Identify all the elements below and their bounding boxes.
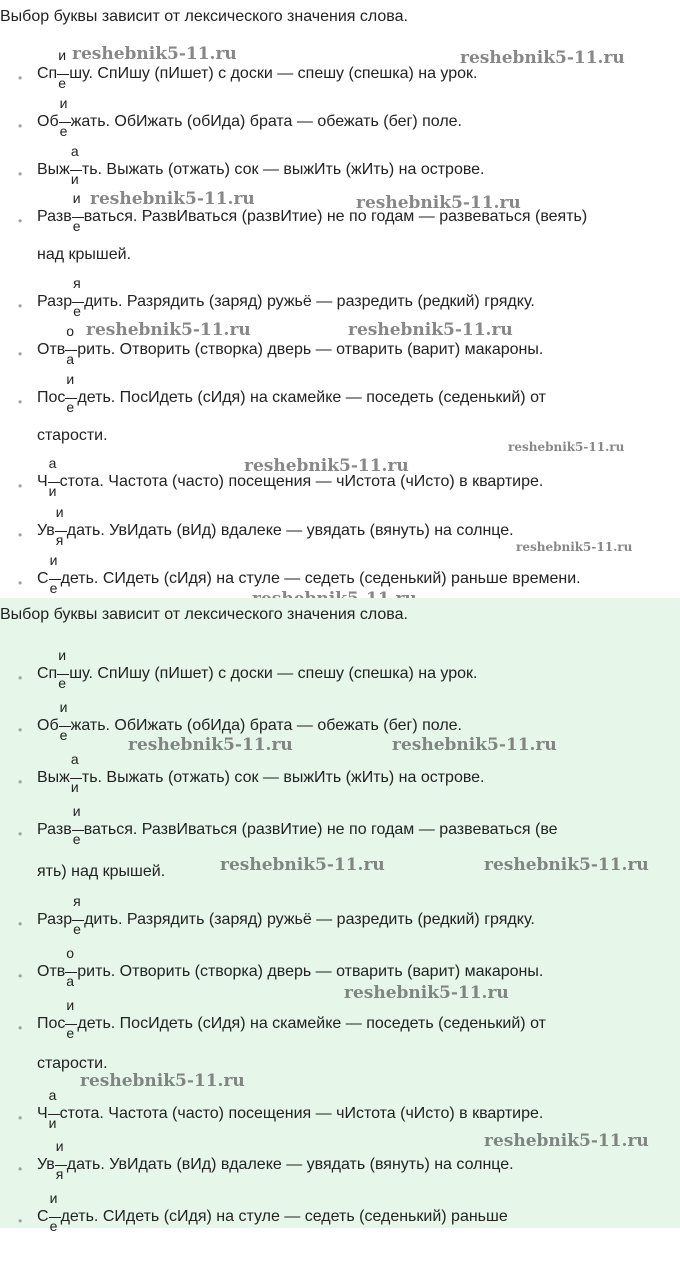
word-prefix: Отв bbox=[37, 341, 66, 358]
list-item bbox=[18, 997, 676, 1078]
list-item bbox=[18, 1190, 676, 1234]
denominator-letter: е bbox=[66, 399, 75, 415]
numerator-letter: а bbox=[70, 143, 79, 159]
denominator-letter: а bbox=[66, 351, 75, 367]
numerator-letter: и bbox=[72, 190, 81, 206]
denominator-letter: е bbox=[72, 218, 81, 234]
item-text: рить. Отворить (створка) дверь — отварить (варит) макароны. bbox=[77, 963, 544, 980]
item-text: деть. СИдеть (сИдя) на стуле — седеть (седенький) раньше bbox=[60, 1208, 508, 1225]
denominator-letter: е bbox=[72, 831, 81, 847]
denominator-letter: е bbox=[58, 75, 67, 91]
list-item bbox=[18, 893, 676, 937]
bullet-icon: • bbox=[18, 827, 23, 841]
denominator-letter: е bbox=[59, 123, 68, 139]
list-item bbox=[18, 275, 676, 319]
word-prefix: Об bbox=[37, 113, 59, 130]
list-item bbox=[18, 371, 676, 448]
bullet-icon: • bbox=[18, 119, 23, 133]
numerator-letter: и bbox=[72, 803, 81, 819]
denominator-letter: я bbox=[55, 1166, 64, 1182]
word-prefix: Ч bbox=[37, 1105, 48, 1122]
denominator-letter: е bbox=[73, 921, 81, 937]
numerator-letter: и bbox=[59, 95, 68, 111]
watermark: reshebnik5-11.ru bbox=[348, 320, 513, 340]
watermark: reshebnik5-11.ru bbox=[508, 440, 625, 454]
item-text: дать. УвИдать (вИд) вдалеке — увядать (вянуть) на солнце. bbox=[66, 522, 514, 539]
bullet-icon: • bbox=[18, 775, 23, 789]
bullet-icon: • bbox=[18, 479, 23, 493]
item-text: жать. ОбИжать (обИда) брата — обежать (бег) поле. bbox=[70, 717, 462, 734]
numerator-letter: а bbox=[48, 1087, 57, 1103]
list-item bbox=[18, 647, 676, 691]
answer-block-2 bbox=[0, 598, 680, 1234]
bullet-icon: • bbox=[18, 917, 23, 931]
item-text-continuation: старости. bbox=[37, 427, 108, 444]
item-text: дить. Разрядить (заряд) ружьё — разредить (редкий) грядку. bbox=[84, 911, 535, 928]
word-prefix: С bbox=[37, 570, 49, 587]
bullet-icon: • bbox=[18, 1111, 23, 1125]
numerator-letter: и bbox=[66, 371, 75, 387]
denominator-letter: е bbox=[49, 580, 58, 596]
bullet-icon: • bbox=[18, 347, 23, 361]
watermark: reshebnik5-11.ru bbox=[128, 735, 293, 755]
watermark: reshebnik5-11.ru bbox=[516, 540, 633, 554]
list-item bbox=[18, 95, 676, 139]
watermark: reshebnik5-11.ru bbox=[220, 855, 385, 875]
numerator-letter: о bbox=[66, 323, 75, 339]
denominator-letter: е bbox=[58, 675, 67, 691]
item-text: дить. Разрядить (заряд) ружьё — разредить (редкий) грядку. bbox=[84, 293, 535, 310]
watermark: reshebnik5-11.ru bbox=[244, 456, 409, 476]
item-text: стота. Частота (часто) посещения — чИстота (чИсто) в квартире. bbox=[59, 473, 544, 490]
bullet-icon: • bbox=[18, 528, 23, 542]
bullet-icon: • bbox=[18, 1021, 23, 1035]
item-text: ваться. РазвИваться (развИтие) не по годам — развеваться (веять) bbox=[83, 208, 588, 225]
denominator-letter: а bbox=[66, 973, 75, 989]
numerator-letter: и bbox=[55, 504, 64, 520]
item-text: ваться. РазвИваться (развИтие) не по годам — развеваться (ве bbox=[83, 821, 558, 838]
item-text-continuation: ять) над крышей. bbox=[37, 863, 166, 880]
item-text: шу. СпИшу (пИшет) с доски — спешу (спешка) на урок. bbox=[69, 65, 478, 82]
watermark: reshebnik5-11.ru bbox=[392, 735, 557, 755]
word-prefix: Пос bbox=[37, 389, 66, 406]
watermark: reshebnik5-11.ru bbox=[460, 48, 625, 68]
watermark: reshebnik5-11.ru bbox=[80, 1071, 245, 1091]
word-prefix: Об bbox=[37, 717, 59, 734]
denominator-letter: и bbox=[48, 483, 57, 499]
item-text: ть. Выжать (отжать) сок — выжИть (жИть) на острове. bbox=[81, 769, 485, 786]
word-prefix: Разр bbox=[37, 911, 73, 928]
word-prefix: Пос bbox=[37, 1015, 66, 1032]
word-prefix: Разв bbox=[37, 821, 72, 838]
intro-text: Выбор буквы зависит от лексического значения слова. bbox=[0, 8, 408, 25]
word-prefix: Ч bbox=[37, 473, 48, 490]
watermark: reshebnik5-11.ru bbox=[72, 44, 237, 64]
word-prefix: С bbox=[37, 1208, 49, 1225]
word-prefix: Выж bbox=[37, 769, 70, 786]
numerator-letter: и bbox=[58, 647, 67, 663]
item-text: жать. ОбИжать (обИда) брата — обежать (бег) поле. bbox=[70, 113, 462, 130]
word-prefix: Ув bbox=[37, 1156, 55, 1173]
item-text-continuation: старости. bbox=[37, 1055, 108, 1072]
word-prefix: Разр bbox=[37, 293, 73, 310]
item-text: рить. Отворить (створка) дверь — отварить (варит) макароны. bbox=[77, 341, 544, 358]
list-item bbox=[18, 1087, 676, 1131]
bullet-icon: • bbox=[18, 299, 23, 313]
denominator-letter: е bbox=[73, 303, 81, 319]
list-item bbox=[18, 699, 676, 743]
watermark: reshebnik5-11.ru bbox=[484, 1131, 649, 1151]
watermark: reshebnik5-11.ru bbox=[86, 320, 251, 340]
numerator-letter: и bbox=[49, 552, 58, 568]
numerator-letter: я bbox=[73, 893, 81, 909]
item-text: ть. Выжать (отжать) сок — выжИть (жИть) на острове. bbox=[81, 161, 485, 178]
bullet-icon: • bbox=[18, 723, 23, 737]
denominator-letter: и bbox=[70, 779, 79, 795]
list-item bbox=[18, 751, 676, 795]
numerator-letter: и bbox=[66, 997, 75, 1013]
list-item bbox=[18, 143, 676, 187]
numerator-letter: а bbox=[48, 455, 57, 471]
item-text: стота. Частота (часто) посещения — чИстота (чИсто) в квартире. bbox=[59, 1105, 544, 1122]
denominator-letter: е bbox=[49, 1218, 58, 1234]
item-text: деть. ПосИдеть (сИдя) на скамейке — поседеть (седенький) от bbox=[77, 1015, 546, 1032]
intro-text: Выбор буквы зависит от лексического значения слова. bbox=[0, 606, 408, 623]
item-text-continuation: над крышей. bbox=[37, 246, 132, 263]
bullet-icon: • bbox=[18, 71, 23, 85]
word-prefix: Сп bbox=[37, 65, 58, 82]
bullet-icon: • bbox=[18, 167, 23, 181]
item-text: деть. ПосИдеть (сИдя) на скамейке — поседеть (седенький) от bbox=[77, 389, 546, 406]
numerator-letter: а bbox=[70, 751, 79, 767]
numerator-letter: и bbox=[59, 699, 68, 715]
word-prefix: Разв bbox=[37, 208, 72, 225]
word-prefix: Ув bbox=[37, 522, 55, 539]
watermark: reshebnik5-11.ru bbox=[356, 193, 521, 213]
numerator-letter: о bbox=[66, 945, 75, 961]
numerator-letter: я bbox=[73, 275, 81, 291]
watermark: reshebnik5-11.ru bbox=[344, 983, 509, 1003]
bullet-icon: • bbox=[18, 1214, 23, 1228]
bullet-icon: • bbox=[18, 395, 23, 409]
watermark: reshebnik5-11.ru bbox=[484, 855, 649, 875]
bullet-icon: • bbox=[18, 671, 23, 685]
item-text: дать. УвИдать (вИд) вдалеке — увядать (вянуть) на солнце. bbox=[66, 1156, 514, 1173]
item-text: шу. СпИшу (пИшет) с доски — спешу (спешка) на урок. bbox=[69, 665, 478, 682]
numerator-letter: и bbox=[55, 1138, 64, 1154]
answer-block-1 bbox=[0, 0, 680, 598]
word-prefix: Выж bbox=[37, 161, 70, 178]
denominator-letter: е bbox=[59, 727, 68, 743]
bullet-icon: • bbox=[18, 576, 23, 590]
bullet-icon: • bbox=[18, 214, 23, 228]
watermark: reshebnik5-11.ru bbox=[90, 189, 255, 209]
bullet-icon: • bbox=[18, 1162, 23, 1176]
item-text: деть. СИдеть (сИдя) на стуле — седеть (седенький) раньше времени. bbox=[60, 570, 581, 587]
denominator-letter: и bbox=[48, 1115, 57, 1131]
denominator-letter: е bbox=[66, 1025, 75, 1041]
word-prefix: Отв bbox=[37, 963, 66, 980]
bullet-icon: • bbox=[18, 969, 23, 983]
denominator-letter: я bbox=[55, 532, 64, 548]
denominator-letter: и bbox=[70, 171, 79, 187]
numerator-letter: и bbox=[58, 47, 67, 63]
numerator-letter: и bbox=[49, 1190, 58, 1206]
word-prefix: Сп bbox=[37, 665, 58, 682]
